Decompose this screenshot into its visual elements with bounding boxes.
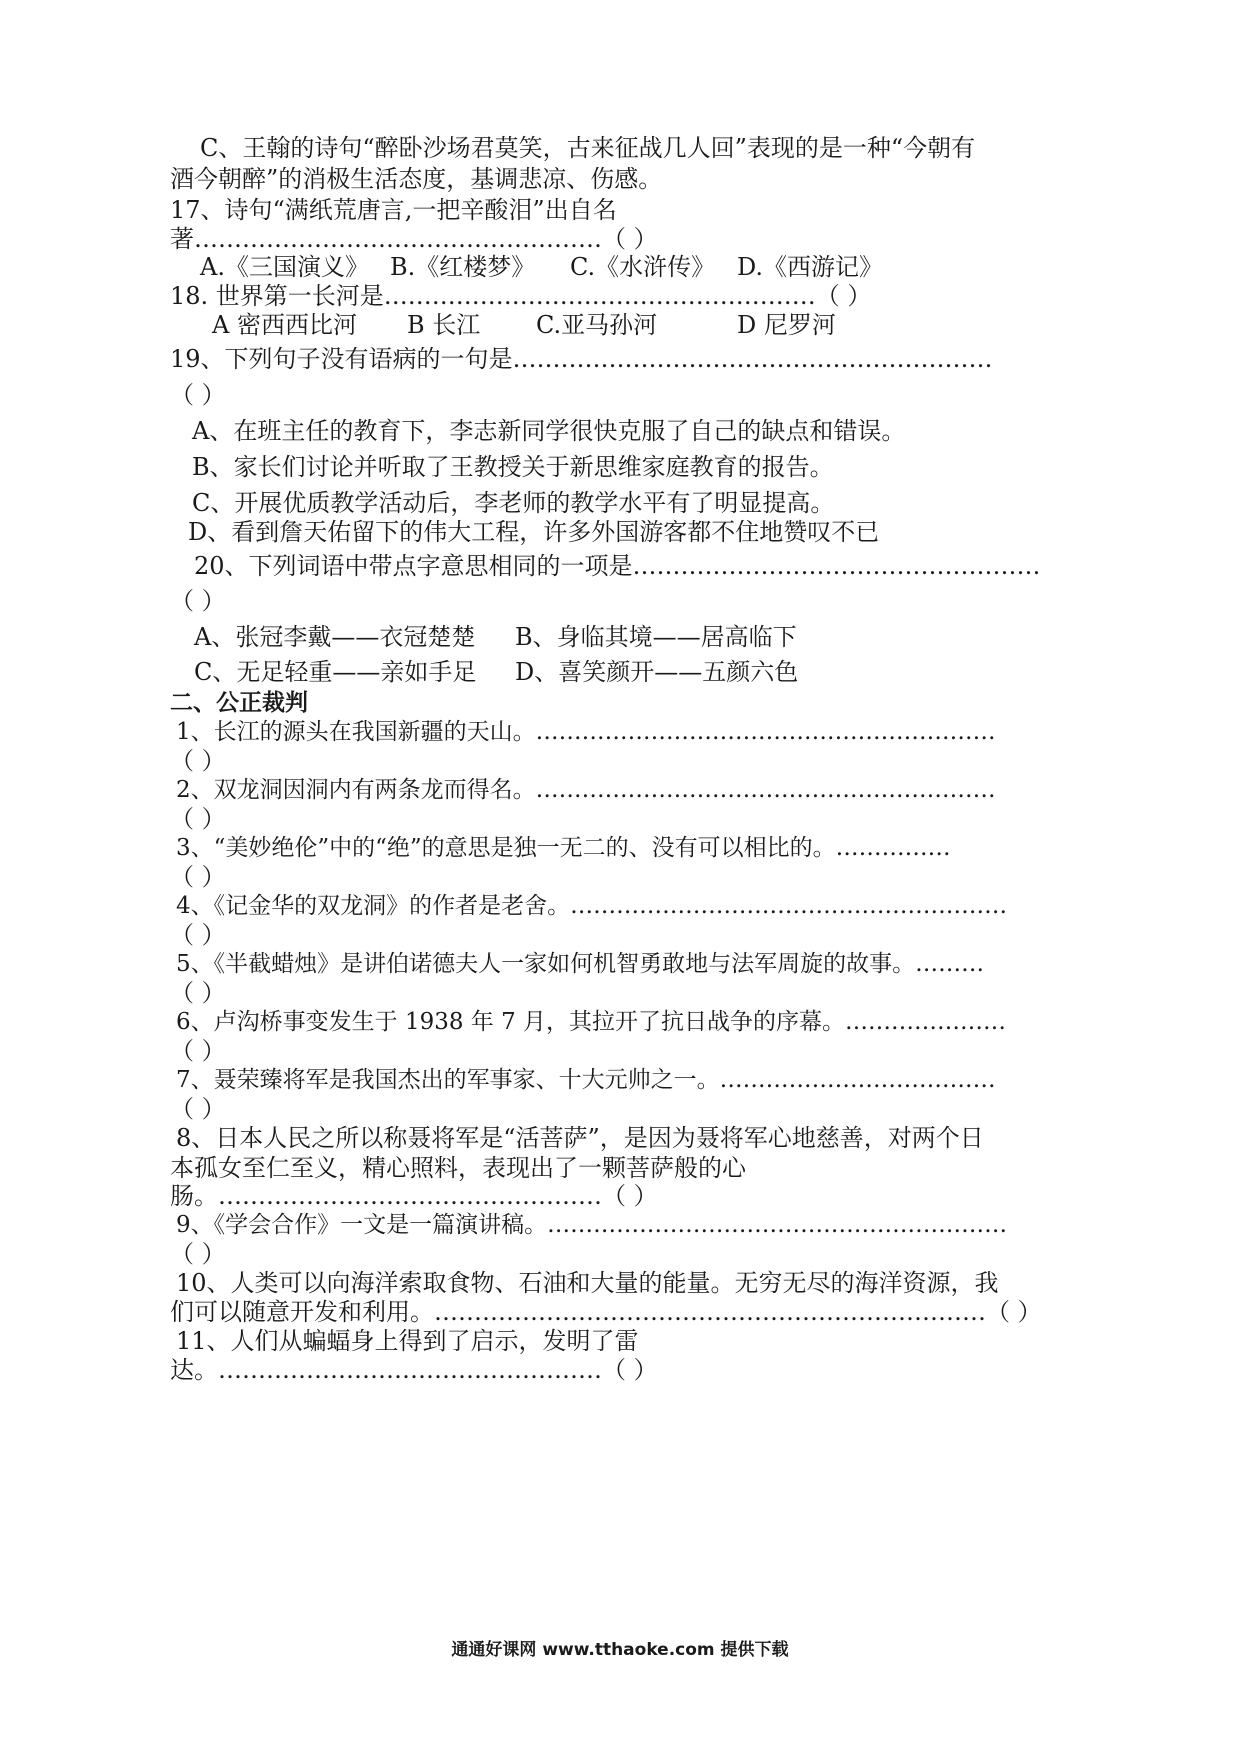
- q19-bracket: （ ）: [170, 381, 226, 409]
- judge-item-11-line2: 达。…………………………………………（ ）: [170, 1356, 658, 1384]
- judge-item-9-bracket: （ ）: [170, 1240, 226, 1268]
- q17-option-c: C.《水浒传》: [570, 253, 716, 281]
- judge-item-10-line1: 10、人类可以向海洋索取食物、石油和大量的能量。无穷无尽的海洋资源，我: [176, 1269, 999, 1297]
- judge-item-3-bracket: （ ）: [170, 863, 226, 891]
- q20-option-a: A、张冠李戴——衣冠楚楚: [194, 623, 476, 651]
- judge-item-8-line3: 肠。…………………………………………（ ）: [170, 1182, 658, 1210]
- q19-option-a: A、在班主任的教育下，李志新同学很快克服了自己的缺点和错误。: [192, 417, 906, 445]
- q20-bracket: （ ）: [170, 587, 226, 615]
- q18-option-b: B 长江: [407, 311, 481, 339]
- judge-item-2: 2、双龙洞因洞内有两条龙而得名。……………………………………………………: [176, 777, 996, 803]
- q17-option-b: B.《红楼梦》: [390, 253, 536, 281]
- q18-option-c: C.亚马孙河: [536, 311, 658, 339]
- judge-item-9: 9、《学会合作》一文是一篇演讲稿。……………………………………………………: [176, 1212, 1008, 1238]
- judge-item-1-bracket: （ ）: [170, 747, 226, 775]
- judge-item-6: 6、卢沟桥事变发生于 1938 年 7 月，其拉开了抗日战争的序幕。…………………: [176, 1009, 1007, 1035]
- section2-title: 二、公正裁判: [170, 690, 308, 716]
- q19-stem: 19、下列句子没有语病的一句是……………………………………………………: [170, 345, 993, 373]
- q20-option-c: C、无足轻重——亲如手足: [194, 658, 477, 686]
- q17-option-a: A.《三国演义》: [200, 253, 369, 281]
- footer-text: 通通好课网 www.tthaoke.com 提供下载: [451, 1640, 789, 1660]
- q20-option-d: D、喜笑颜开——五颜六色: [515, 658, 799, 686]
- q18-stem: 18. 世界第一长河是………………………………………………（ ）: [170, 282, 872, 310]
- q18-option-a: A 密西西比河: [212, 311, 357, 339]
- q20-option-b: B、身临其境——居高临下: [515, 623, 797, 651]
- q17-stem: 17、诗句“满纸荒唐言,一把辛酸泪”出自名: [170, 196, 617, 224]
- judge-item-11-line1: 11、人们从蝙蝠身上得到了启示，发明了雷: [176, 1327, 639, 1355]
- q20-stem: 20、下列词语中带点字意思相同的一项是……………………………………………: [194, 552, 1041, 580]
- judge-item-7: 7、聂荣臻将军是我国杰出的军事家、十大元帅之一。………………………………: [176, 1067, 996, 1093]
- judge-item-8-line2: 本孤女至仁至义，精心照料，表现出了一颗菩萨般的心: [170, 1154, 746, 1182]
- q19-option-b: B、家长们讨论并听取了王教授关于新思维家庭教育的报告。: [192, 453, 834, 481]
- q17-option-d: D.《西游记》: [737, 253, 884, 281]
- judge-item-5: 5、《半截蜡烛》是讲伯诺德夫人一家如何机智勇敢地与法军周旋的故事。………: [176, 951, 985, 977]
- judge-item-4: 4、《记金华的双龙洞》的作者是老舍。…………………………………………………: [176, 893, 1008, 919]
- judge-item-1: 1、长江的源头在我国新疆的天山。……………………………………………………: [176, 719, 996, 745]
- q16-option-c-line2: 酒今朝醉”的消极生活态度，基调悲凉、伤感。: [170, 165, 663, 193]
- judge-item-4-bracket: （ ）: [170, 921, 226, 949]
- judge-item-8-line1: 8、日本人民之所以称聂将军是“活菩萨”，是因为聂将军心地慈善，对两个日: [176, 1124, 984, 1152]
- q19-option-c: C、开展优质教学活动后，李老师的教学水平有了明显提高。: [192, 489, 835, 517]
- judge-item-5-bracket: （ ）: [170, 979, 226, 1007]
- judge-item-10-line2: 们可以随意开发和利用。……………………………………………………………（ ）: [170, 1298, 1042, 1326]
- q17-stem-cont: 著……………………………………………（ ）: [170, 225, 658, 253]
- q19-option-d: D、看到詹天佑留下的伟大工程，许多外国游客都不住地赞叹不已: [188, 518, 880, 546]
- q18-option-d: D 尼罗河: [737, 311, 836, 339]
- judge-item-6-bracket: （ ）: [170, 1037, 226, 1065]
- judge-item-3: 3、“美妙绝伦”中的“绝”的意思是独一无二的、没有可以相比的。……………: [176, 835, 951, 861]
- judge-item-7-bracket: （ ）: [170, 1095, 226, 1123]
- q16-option-c-line1: C、王翰的诗句“醉卧沙场君莫笑，古来征战几人回”表现的是一种“今朝有: [200, 134, 976, 162]
- judge-item-2-bracket: （ ）: [170, 805, 226, 833]
